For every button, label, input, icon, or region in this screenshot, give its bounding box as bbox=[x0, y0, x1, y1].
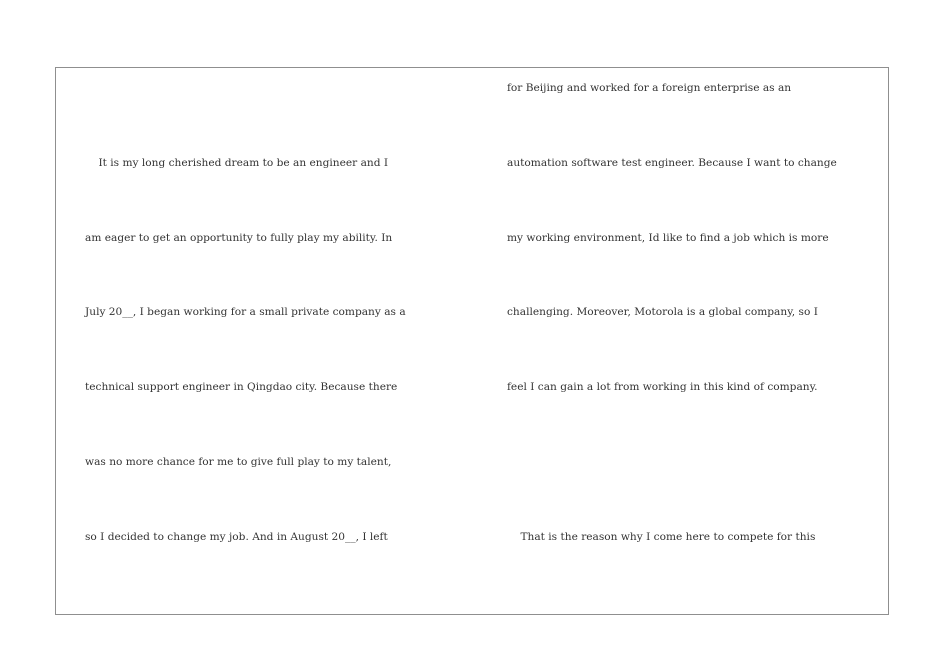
paragraph-line: am eager to get an opportunity to fully play my ability. In bbox=[85, 232, 393, 244]
paragraph-line: was no more chance for me to give full play to my talent, bbox=[85, 456, 392, 468]
paragraph-line: feel I can gain a lot from working in this kind of company. bbox=[507, 381, 818, 393]
paragraph-line: That is the reason why I come here to compete for this bbox=[507, 531, 816, 543]
paragraph-line: July 20__, I began working for a small private company as a bbox=[85, 306, 406, 318]
paragraph-line: for Beijing and worked for a foreign enterprise as an bbox=[507, 82, 792, 94]
paragraph-line: automation software test engineer. Because I want to change bbox=[507, 157, 837, 169]
paragraph-line: challenging. Moreover, Motorola is a global company, so I bbox=[507, 306, 818, 318]
paragraph-line: my working environment, Id like to find a job which is more bbox=[507, 232, 829, 244]
left-text-column bbox=[85, 0, 465, 672]
right-text-column bbox=[507, 0, 887, 672]
paragraph-line: technical support engineer in Qingdao city. Because there bbox=[85, 381, 398, 393]
paragraph-line: so I decided to change my job. And in August 20__, I left bbox=[85, 531, 388, 543]
paragraph-line: It is my long cherished dream to be an engineer and I bbox=[85, 157, 389, 169]
